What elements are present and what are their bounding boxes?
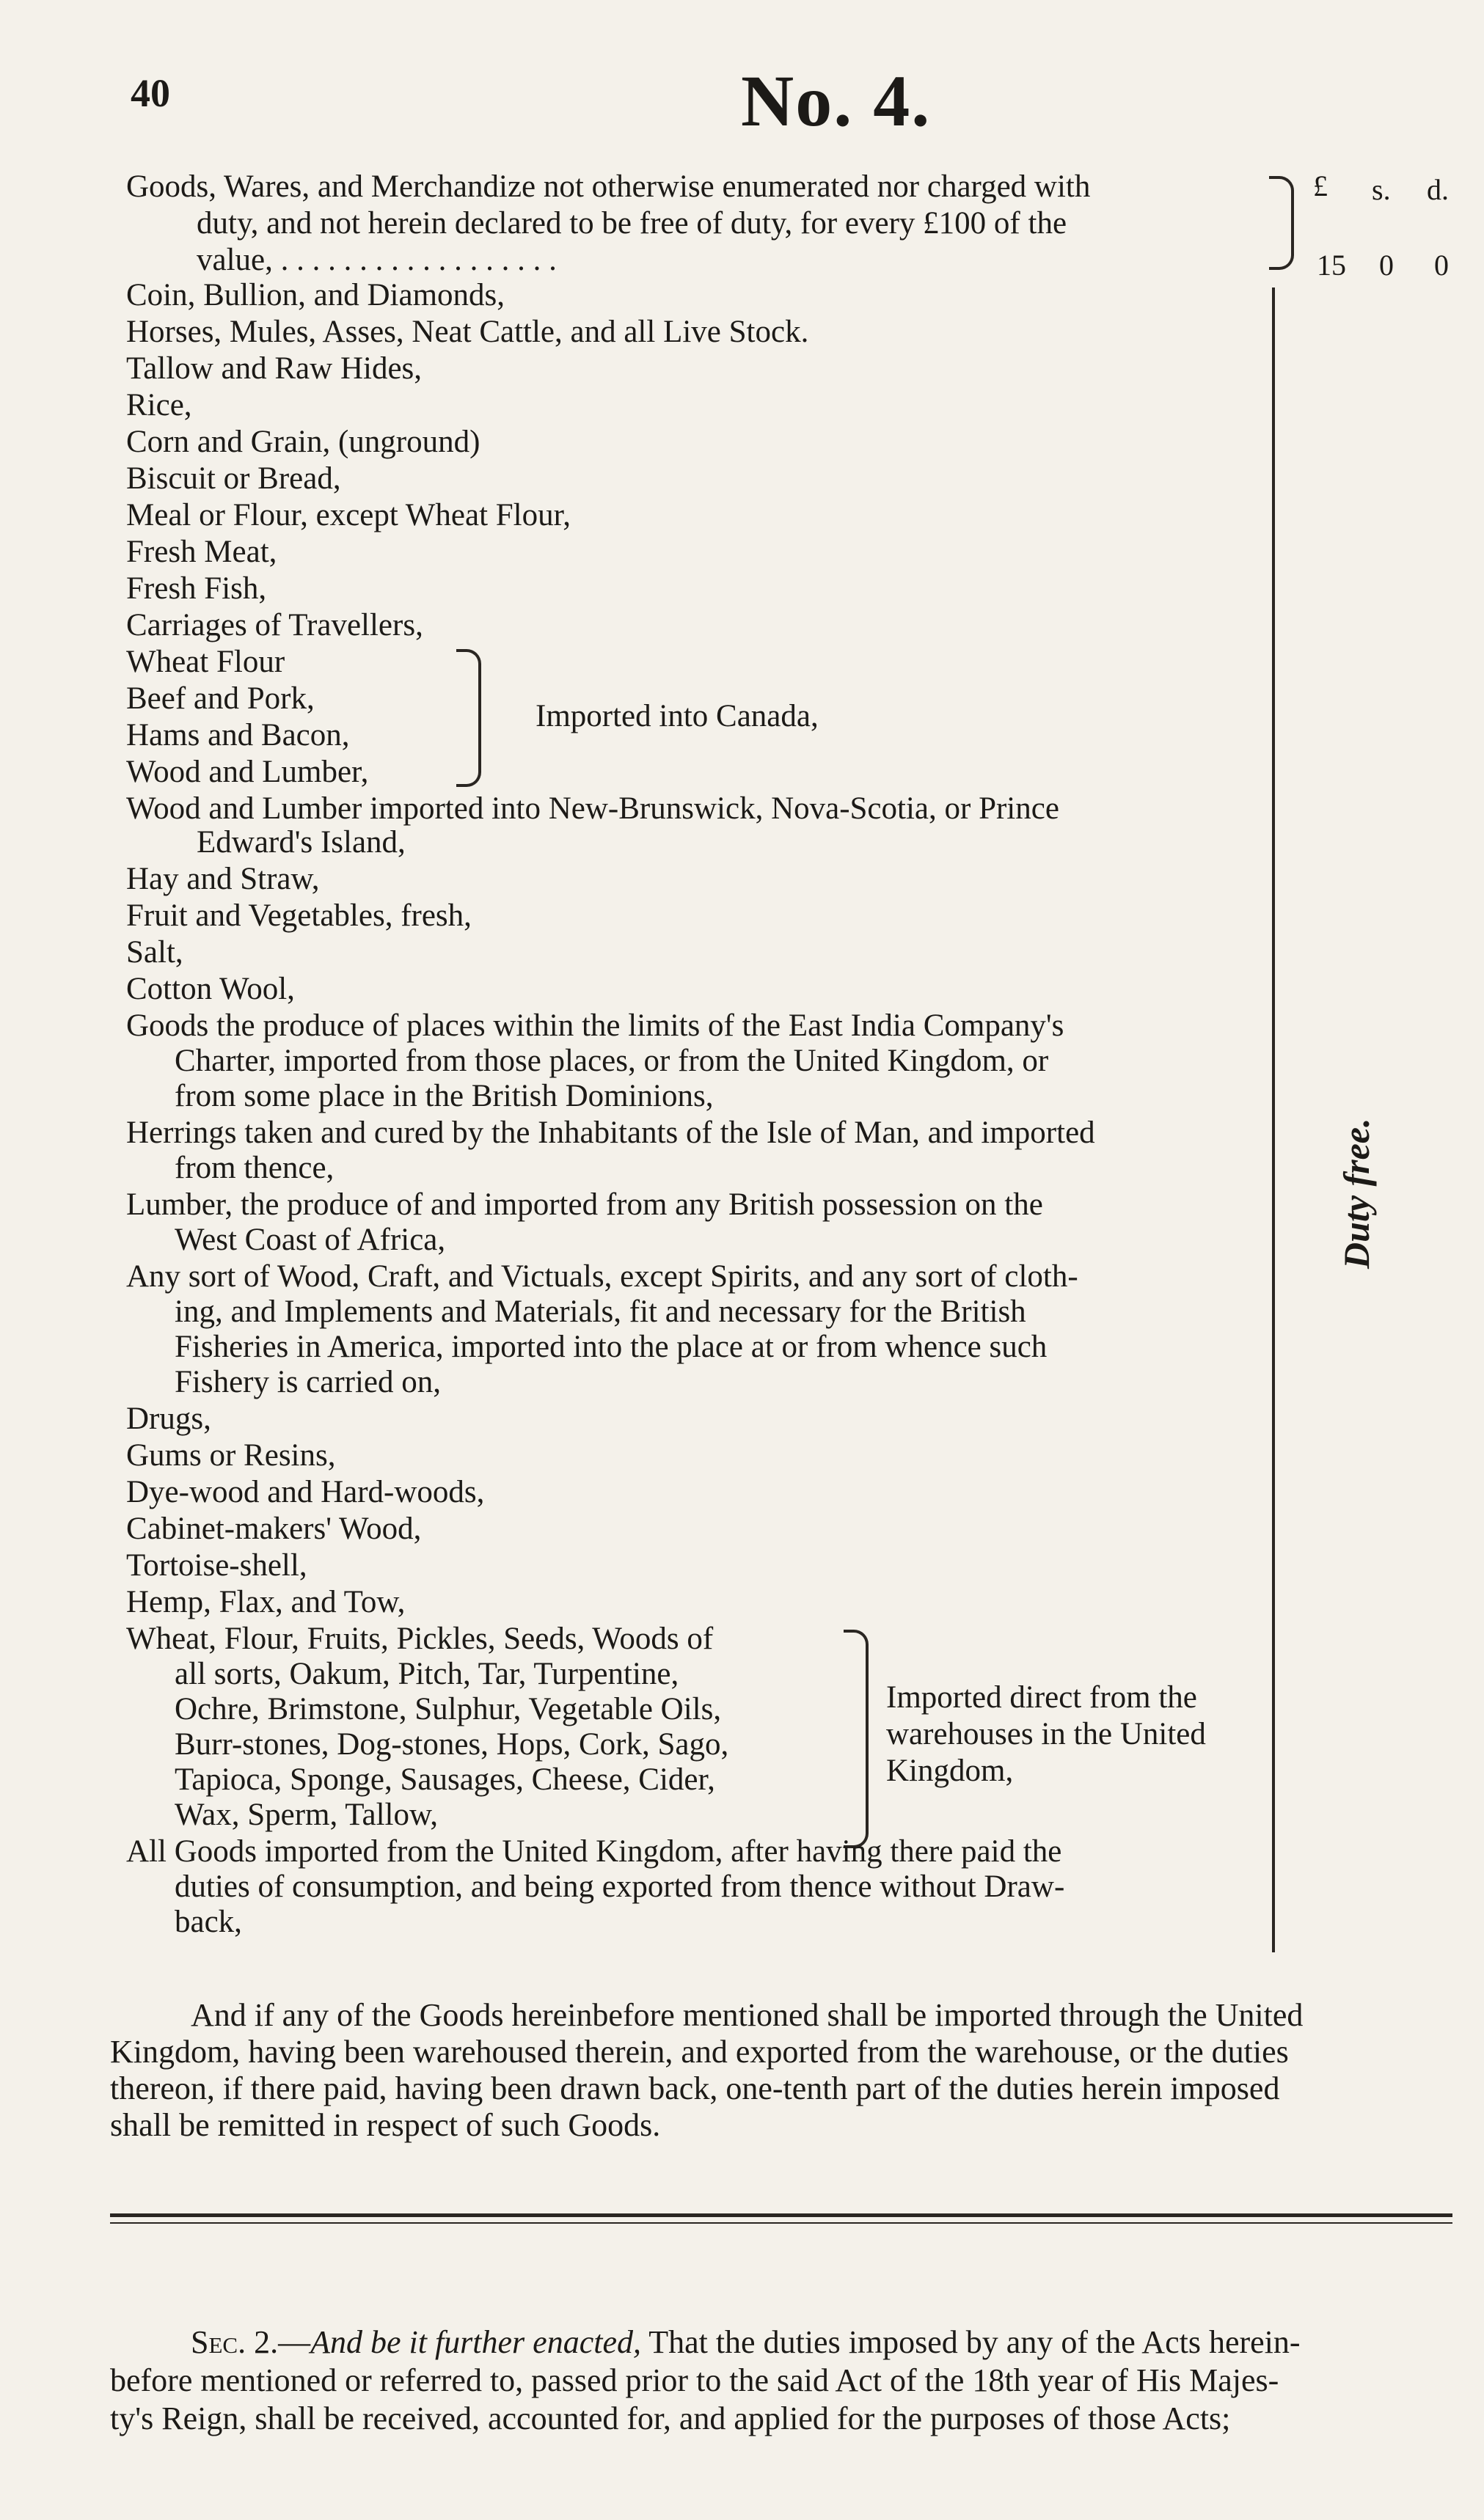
list-item: Salt, — [126, 935, 183, 970]
section-label: Sec. 2.— — [191, 2324, 311, 2360]
uk-group-brace — [844, 1630, 869, 1848]
section-2-line-3: ty's Reign, shall be received, accounted for, and applied for the purposes of those Acts; — [110, 2400, 1231, 2436]
list-item: Coin, Bullion, and Diamonds, — [126, 278, 505, 312]
first-entry-brace — [1269, 176, 1294, 270]
uk-group-line: Wheat, Flour, Fruits, Pickles, Seeds, Woods of — [126, 1622, 714, 1656]
paragraph-line: thereon, if there paid, having been drawn back, one-tenth part of the duties herein imposed — [110, 2070, 1280, 2106]
section-2-line-1 — [191, 2323, 1301, 2362]
list-item: Hay and Straw, — [126, 862, 320, 896]
list-item: Wood and Lumber imported into New-Brunswick, Nova-Scotia, or Prince — [126, 791, 1059, 826]
rate-pence: 0 — [1434, 249, 1449, 282]
duty-free-bracket-line — [1272, 287, 1275, 1952]
list-item: Corn and Grain, (unground) — [126, 425, 480, 459]
enacting-clause: And be it further enacted, — [310, 2324, 641, 2360]
list-item: Cotton Wool, — [126, 972, 295, 1006]
list-item: Hemp, Flax, and Tow, — [126, 1585, 406, 1619]
list-item: Biscuit or Bread, — [126, 461, 341, 496]
list-item: Carriages of Travellers, — [126, 608, 423, 642]
uk-group-line: all sorts, Oakum, Pitch, Tar, Turpentine, — [175, 1657, 679, 1691]
section-divider-thick — [110, 2213, 1452, 2217]
page-number: 40 — [131, 71, 170, 115]
all-goods-line: All Goods imported from the United Kingdom, after having there paid the — [126, 1834, 1062, 1869]
all-goods-line: back, — [175, 1905, 242, 1939]
list-item-cont: Edward's Island, — [197, 825, 406, 860]
list-item: Meal or Flour, except Wheat Flour, — [126, 498, 571, 532]
list-item: Gums or Resins, — [126, 1438, 336, 1473]
section-2-line-2: before mentioned or referred to, passed prior to the said Act of the 18th year of His Majes- — [110, 2362, 1279, 2398]
list-item: Drugs, — [126, 1402, 211, 1436]
list-item: Fresh Meat, — [126, 535, 277, 569]
paragraph-line: Kingdom, having been warehoused therein, and exported from the warehouse, or the duties — [110, 2034, 1289, 2070]
uk-group-note: Kingdom, — [886, 1754, 1014, 1788]
page-heading: No. 4. — [741, 60, 932, 142]
canada-brace — [456, 649, 481, 787]
list-item: Rice, — [126, 388, 192, 422]
list-item-cont: Fisheries in America, imported into the place at or from whence such — [175, 1330, 1048, 1364]
duty-free-label: Duty free. — [1336, 1118, 1377, 1269]
list-item: Cabinet-makers' Wood, — [126, 1512, 422, 1546]
uk-group-line: Tapioca, Sponge, Sausages, Cheese, Cider, — [175, 1762, 715, 1797]
uk-group-line: Burr-stones, Dog-stones, Hops, Cork, Sago, — [175, 1727, 729, 1762]
list-item-cont: ing, and Implements and Materials, fit and necessary for the British — [175, 1294, 1026, 1329]
list-item-cont: West Coast of Africa, — [175, 1223, 446, 1257]
paragraph-line: shall be remitted in respect of such Goods. — [110, 2107, 661, 2143]
uk-group-note: Imported direct from the — [886, 1680, 1197, 1715]
all-goods-line: duties of consumption, and being exported from thence without Draw- — [175, 1869, 1065, 1904]
shilling-column-header: s. — [1372, 173, 1391, 206]
section-divider-thin — [110, 2222, 1452, 2224]
list-item-cont: Charter, imported from those places, or from the United Kingdom, or — [175, 1044, 1049, 1078]
list-item-cont: from some place in the British Dominions, — [175, 1079, 714, 1113]
canada-item: Beef and Pork, — [126, 681, 315, 716]
list-item: Tortoise-shell, — [126, 1548, 307, 1583]
list-item: Lumber, the produce of and imported from any British possession on the — [126, 1187, 1043, 1222]
list-item: Horses, Mules, Asses, Neat Cattle, and all Live Stock. — [126, 315, 809, 349]
pence-column-header: d. — [1427, 173, 1449, 206]
rate-pounds: 15 — [1317, 249, 1346, 282]
section-text: That the duties imposed by any of the Acts herein- — [641, 2324, 1301, 2360]
uk-group-note: warehouses in the United — [886, 1717, 1206, 1751]
list-item-cont: from thence, — [175, 1151, 335, 1185]
uk-group-line: Wax, Sperm, Tallow, — [175, 1798, 438, 1832]
list-item: Goods the produce of places within the limits of the East India Company's — [126, 1008, 1064, 1043]
rate-shillings: 0 — [1379, 249, 1394, 282]
list-item-cont: Fishery is carried on, — [175, 1365, 442, 1399]
first-entry-line-2: duty, and not herein declared to be free of duty, for every £100 of the — [197, 206, 1067, 241]
uk-group-line: Ochre, Brimstone, Sulphur, Vegetable Oils, — [175, 1692, 722, 1726]
list-item: Fruit and Vegetables, fresh, — [126, 898, 472, 933]
paragraph-line: And if any of the Goods hereinbefore mentioned shall be imported through the United — [191, 1997, 1304, 2033]
first-entry-line-3: value, . . . . . . . . . . . . . . . . . . — [197, 243, 557, 277]
list-item: Any sort of Wood, Craft, and Victuals, except Spirits, and any sort of cloth- — [126, 1259, 1078, 1294]
list-item: Tallow and Raw Hides, — [126, 351, 423, 386]
canada-item: Wheat Flour — [126, 645, 285, 679]
canada-note: Imported into Canada, — [536, 699, 819, 733]
pound-column-header: £ — [1313, 169, 1328, 202]
canada-item: Hams and Bacon, — [126, 718, 350, 752]
list-item: Herrings taken and cured by the Inhabitants of the Isle of Man, and imported — [126, 1116, 1095, 1150]
first-entry-line-1: Goods, Wares, and Merchandize not otherwise enumerated nor charged with — [126, 169, 1091, 204]
list-item: Fresh Fish, — [126, 571, 267, 606]
canada-item: Wood and Lumber, — [126, 755, 369, 789]
list-item: Dye-wood and Hard-woods, — [126, 1475, 485, 1509]
